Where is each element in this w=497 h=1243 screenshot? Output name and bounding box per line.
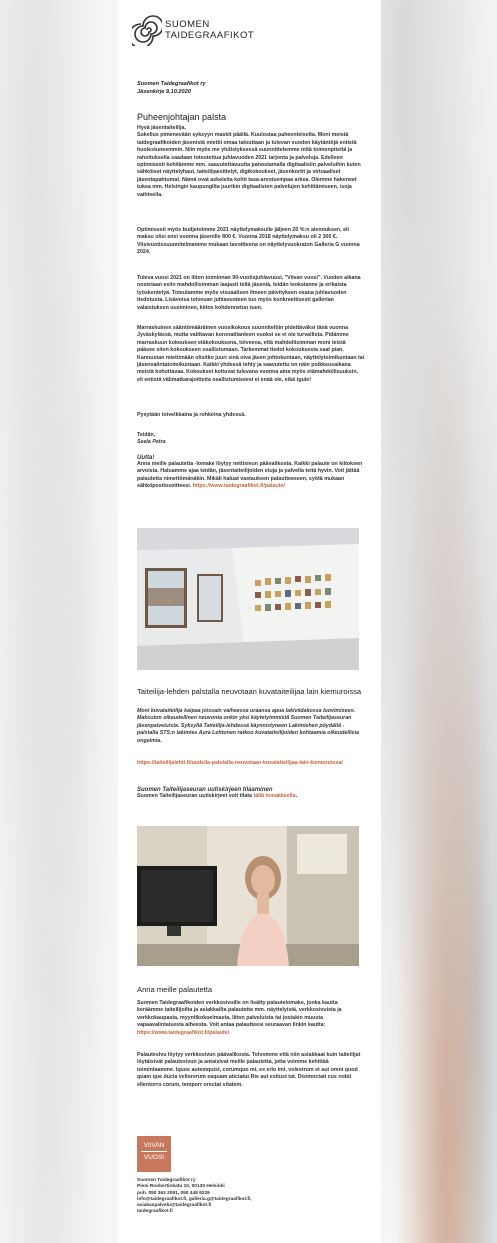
chair-paragraph-3 bbox=[137, 275, 365, 312]
footer-email-2[interactable]: asiakaspalvelu@taidegraafikot.fi bbox=[137, 1203, 212, 1209]
chair-paragraph-2 bbox=[137, 227, 365, 257]
legal-section-link[interactable]: https://taiteilijalehti.fi/uudella-palstalla-neuvotaan-kuvataiteilijaa-lain-kiemuroissa/ bbox=[137, 760, 343, 766]
footer-phone: puh. 050 362 2091, 050 449 9229 bbox=[137, 1190, 210, 1196]
newsletter-page bbox=[118, 0, 381, 1243]
badge-line-2: VUOSI bbox=[143, 1154, 165, 1161]
footer bbox=[137, 1178, 365, 1216]
legal-section-body bbox=[137, 708, 365, 745]
person-photo bbox=[137, 826, 359, 966]
signature bbox=[137, 432, 365, 447]
legal-section-text: Moni kuvataiteilija kaipaa joissain vaiheessa uraansa apua lakiviidakossa luovimiseen. Maksuton oikeudellinen neuvonta onkin yksi käytetyimmistä Suomen Taiteilijaseuran jäsenpalveluista. Syksyllä Taiteilija-lehdessä käynnistyneen Lakimiehen pöydältä -palstalla STS:n lakimies Aura Lehtonen ratkoo kuvataiteilijoiden kohtaamia oikeudellisia ongelmia. bbox=[137, 708, 360, 744]
logo-text bbox=[165, 19, 254, 41]
subscription-block bbox=[137, 787, 365, 800]
footer-web[interactable]: taidegraafikot.fi bbox=[137, 1209, 173, 1215]
feedback-section-link[interactable]: https://www.taidegraafikot.fi/palaute/ bbox=[137, 1029, 230, 1036]
chair-text-5: Pysytään toivelkkaina ja rohkeina yhdessä. bbox=[137, 412, 246, 418]
feedback-section-body-1: Suomen Taidegraafikoiden verkkosivuille on lisätty palautelomake, jonka kautta keräämme taiteilijoilta ja asiakkailta palautetta mm. näyttelyistä, verkkosivuista ja verkkokaupasta, myyntikokoelmasta, liiton palveluista tai jostakin muusta vapaavalintaisesta aiheesta. Voit antaa palautteesi seuraavan linkin kautta: bbox=[137, 1000, 342, 1029]
subscription-heading: Suomen Taiteilijaseuran uutiskirjeen tilaaminen bbox=[137, 787, 273, 793]
person-photo-image bbox=[137, 826, 359, 966]
legal-section-title: Taiteilija-lehden palstalla neuvotaan kuvataiteilijaa lain kiemuroissa bbox=[137, 687, 362, 696]
newsletter-date: Jäsenkirje 9.10.2020 bbox=[137, 89, 191, 95]
chair-paragraph-1 bbox=[137, 125, 365, 199]
footer-emails[interactable]: info@taidegraafikot.fi, galleria.g@taidegraafikot.fi, bbox=[137, 1196, 252, 1202]
newsletter-meta bbox=[137, 80, 365, 96]
feedback-section-body bbox=[137, 1000, 365, 1037]
spiral-logo-icon bbox=[132, 14, 162, 46]
badge-line-1: VIIVAN bbox=[143, 1142, 165, 1149]
subscription-form-link[interactable]: tällä lomakkeella bbox=[253, 793, 296, 799]
chair-text-3: Tuleva vuosi 2021 on liiton toiminnan 90-vuotisjuhlavuosi, "Viivan vuosi". Vuoden aikana nostetaan esiin mahdollisimman laajasti teltä jäsenià, teidän teoksianne ja erikaista työskentelyä. Toteutamme myös visuaalisen ilmeen päivityksen osana juhlavuoden tiedotusta. Lisävoisa toiveuan juhlavuoteen tuo myös konkreettisesti gallerian valaistuksen uusiminen, kiitos kohdennetun tuen. bbox=[137, 275, 361, 311]
logo[interactable] bbox=[132, 14, 272, 46]
logo-line-1: SUOMEN bbox=[165, 19, 210, 30]
feedback-section-text-1 bbox=[137, 1000, 365, 1037]
footer-name: Suomen Taidegraafikot ry bbox=[137, 1178, 196, 1183]
signature-name: Seela Petra bbox=[137, 439, 166, 446]
background-left bbox=[0, 0, 118, 1243]
chair-text-4: Marraskuinen sääntömääräinen vuosikokous suunniteltiin pidettäväksi tänä vuonna Jyväskylässä, mutta valittavan koronatilanteen vuoksi se ei ole turvallista. Pidämme marraskuun kokouksen etäkokouksena, tolveena, että mahdollisimman moni teistä pääsee siten kokoukseen osallistumaan. Tarkemmat tiedot kokouksesta saat pian. Kannustan miettimään olisitko juuri sinä oiva jäsen johtokuntaan, näyttelytoimikuntaan tai jäsenvalintatoimikuntaan. Kaikki yhdessä tehty ja saavutettu on näin poikkeusaikana meistä kohottavaa. Kokoukset koltuvat tulevana vuonna aina myös etämahdollisuuksin, eli entistä välimatkarajoitteita osallistumiseesi ei enää ole, eikä tgule! bbox=[137, 325, 365, 383]
feedback-section-body-2-wrap bbox=[137, 1052, 365, 1089]
gallery-photo-image bbox=[137, 528, 359, 670]
chair-paragraph-4 bbox=[137, 325, 365, 384]
feedback-notice bbox=[137, 455, 365, 491]
feedback-notice-text bbox=[137, 461, 365, 491]
chair-text-1: Hyvä jäsentaiteilija, Sukellus pimenevään syksyyn maskit päällä. Kuulostaa paheentelselta. Moni meistä taidegraafikoiden jäsenistä miettii omaa talouttaan ja tulevan vuoden käytäntöjä entistä huolestuneemmin. Niin myös me yhdistyksessä suunnittelemme mitä toimenpiteitä ja rahoituksella saadaan toteutettua juhlavuoden 2021 tarjonta ja palveluja. Edelleen optimisesti kehitämme mm. saavutettavuutta panostamalla digitaalisiin palveluihin kuten sähköiset näyttelyhaut, taiteilijaesittelyt, digikokoukset, jäsenkortit ja virtuaaliset jäsentapahtumat. Nämä ovat askeleita kohti tasa-arvoisempaa arkea. Olemme hakeneet tukea mm. Helsingin kaupungilta juurikin digitaalisten palvelujen kehittämiseen, isoja vaihteella. bbox=[137, 125, 361, 198]
chair-column-title: Puheenjohtajan palsta bbox=[137, 112, 227, 122]
footer-address: Pieni Roobertinkatu 10, 00130 Helsinki bbox=[137, 1184, 225, 1190]
feedback-notice-heading: Uutta! bbox=[137, 455, 155, 461]
feedback-notice-link[interactable]: https://www.taidegraafikot.fi/palaute/ bbox=[192, 483, 285, 490]
signature-greeting: Teidän, bbox=[137, 432, 156, 438]
logo-line-2: TAIDEGRAAFIKOT bbox=[165, 30, 255, 41]
chair-paragraph-5 bbox=[137, 412, 365, 419]
viivan-vuosi-badge bbox=[137, 1136, 171, 1172]
chair-text-2: Optimisesti myös budjetoimme 2021 näyttelymaksulle jäljeen 20 %:n alennuksen, eli maksu olisi ensi vuonna jäsenille 800 €. Vuonna 2018 näyttelymaksu oli 2 300 €. Viisivuotissuunnitelmamme mukaan tavoitteena on näyttelyvuokraton Galleria G vuonna 2024. bbox=[137, 227, 360, 256]
background-right bbox=[381, 0, 497, 1243]
gallery-photo bbox=[137, 528, 359, 670]
feedback-section-title: Anna meille palautetta bbox=[137, 985, 213, 994]
badge-divider bbox=[141, 1151, 167, 1152]
subscription-end: . bbox=[295, 793, 298, 799]
legal-section-link-wrap bbox=[137, 760, 365, 767]
feedback-section-text-2: Palauteslvu löytyy verkkosivun päävalikosta. Tolvomme että niin asiakkaat kuin taiteilijat löytäisivät palautesivun ja antaisivat meille palautetta, jotta voimme kehittää toimintaamme. Iquos autemquist, corumquo mi, ex erio imi, volestrum et aut omni quod quam que ducia vellorerum eaquam aticiatur.Ris aut estiust tat. Disimnctati cus nobit ellentorro corum, temporr orectat vitatem. bbox=[137, 1052, 361, 1088]
subscription-text bbox=[137, 793, 365, 800]
subscription-body: Suomen Taiteilijaseuran uutiskirjeet voit tilata bbox=[137, 793, 252, 799]
feedback-notice-body: Anna meille palautetta -lomake löytyy nettisivun päävalikosta. Kaikki palaute on kiitoksen arvoista. Haluamme ajaa teidän, jäsentaiteilijoiden etuja ja palvella teitä hyvin. Voit jättää palautetta nimettömänäkin. Mikäli haluat vastauksen palautteeseen, syötä mukaan sähköpostiosoitteesi. bbox=[137, 461, 363, 490]
org-name: Suomen Taidegraafikot ry bbox=[137, 81, 206, 87]
